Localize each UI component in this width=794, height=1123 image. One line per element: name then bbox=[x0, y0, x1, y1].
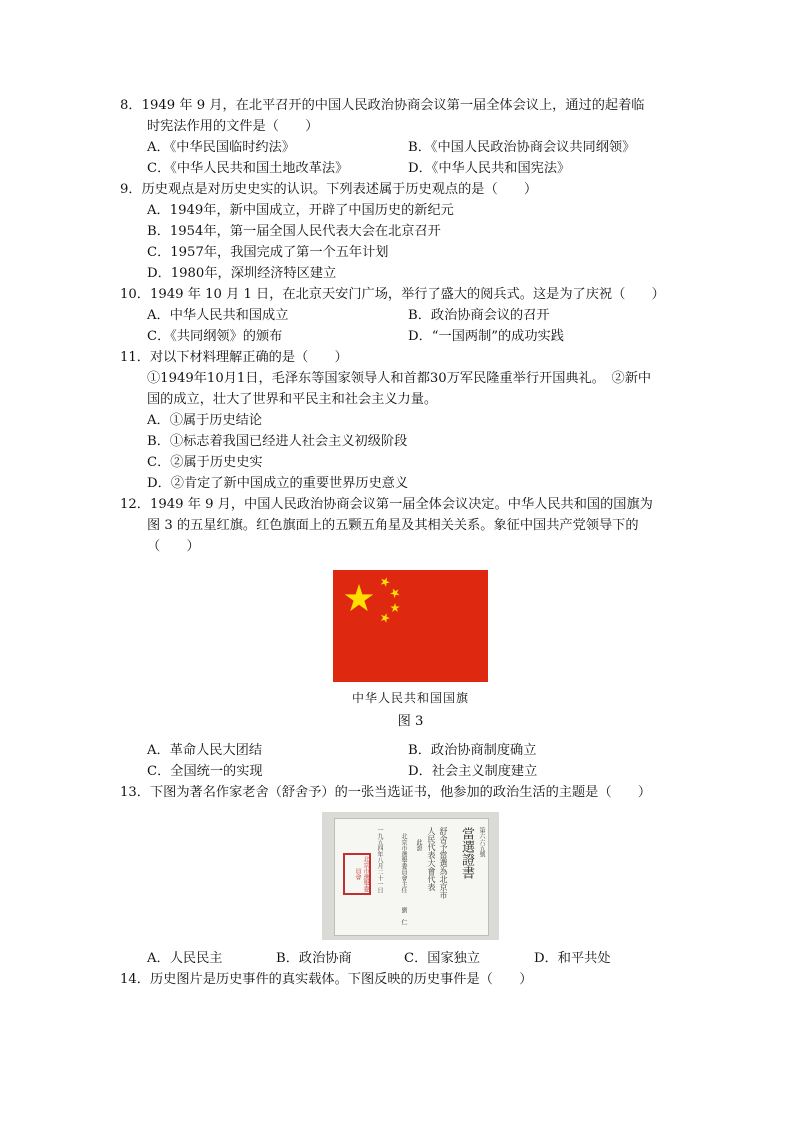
q11-material-line2: 国的成立，壮大了世界和平民主和社会主义力量。 bbox=[147, 392, 438, 407]
q12-stem-line2: 图 3 的五星红旗。红色旗面上的五颗五角星及其相关关系。象征中国共产党领导下的 bbox=[147, 518, 639, 533]
q11-stem: 11．对以下材料理解正确的是（ ） bbox=[120, 350, 348, 365]
flag-small-star-1 bbox=[381, 577, 390, 586]
certificate-issuer: 北京市選舉委員會主任 bbox=[400, 833, 407, 893]
q8-option-d: D．《中华人民共和国宪法》 bbox=[408, 161, 571, 176]
figure-3-label: 图 3 bbox=[397, 714, 424, 729]
q12-option-d: D．社会主义制度建立 bbox=[408, 764, 538, 779]
q13-option-a: A．人民民主 bbox=[147, 951, 223, 966]
flag-stars bbox=[333, 570, 488, 682]
q9-option-a: A．1949年，新中国成立，开辟了中国历史的新纪元 bbox=[147, 203, 454, 218]
q10-option-a: A．中华人民共和国成立 bbox=[147, 308, 289, 323]
flag-small-star-4 bbox=[381, 613, 390, 623]
certificate-title: 當選證書 bbox=[459, 827, 474, 879]
q12-stem-line1: 12．1949 年 9 月，中国人民政治协商会议第一届全体会议决定。中华人民共和国的国旗为 bbox=[120, 497, 653, 512]
election-certificate bbox=[334, 818, 489, 936]
q8-option-a: A．《中华民国临时约法》 bbox=[147, 140, 295, 155]
q12-option-a: A．革命人民大团结 bbox=[147, 743, 263, 758]
prc-flag-image bbox=[333, 570, 488, 682]
q11-option-b: B．①标志着我国已经进人社会主义初级阶段 bbox=[147, 434, 408, 449]
q9-stem: 9．历史观点是对历史史实的认识。下列表述属于历史观点的是（ ） bbox=[120, 182, 538, 197]
q8-stem-line1: 8．1949 年 9 月，在北平召开的中国人民政治协商会议第一届全体会议上，通过的起着临 bbox=[120, 98, 645, 113]
q10-stem: 10．1949 年 10 月 1 日，在北京天安门广场，举行了盛大的阅兵式。这是为了庆祝（ ） bbox=[120, 287, 665, 302]
certificate-seal: 北京市選舉委員會 bbox=[343, 853, 371, 895]
q9-option-b: B．1954年，第一届全国人民代表大会在北京召开 bbox=[147, 224, 441, 239]
certificate-body-line1: 舒舍予當選為北京市 bbox=[439, 827, 448, 899]
q11-option-d: D．②肯定了新中国成立的重要世界历史意义 bbox=[147, 476, 409, 491]
q10-option-c: C．《共同纲领》的颁布 bbox=[147, 329, 283, 344]
certificate-number: 第六六五號 bbox=[478, 827, 485, 857]
q9-option-d: D．1980年，深圳经济特区建立 bbox=[147, 266, 337, 281]
certificate-date: 一九五四年八月二十一日 bbox=[376, 827, 383, 893]
q11-material-line1: ①1949年10月1日，毛泽东等国家领导人和首都30万军民隆重举行开国典礼。 ②新中 bbox=[147, 371, 652, 386]
q14-stem: 14．历史图片是历史事件的真实载体。下图反映的历史事件是（ ） bbox=[120, 972, 533, 987]
q11-option-a: A．①属于历史结论 bbox=[147, 413, 263, 428]
q12-option-c: C．全国统一的实现 bbox=[147, 764, 263, 779]
q13-stem: 13．下图为著名作家老舍（舒舍予）的一张当选证书，他参加的政治生活的主题是（ ） bbox=[120, 785, 652, 800]
q11-option-c: C．②属于历史史实 bbox=[147, 455, 263, 470]
flag-small-star-2 bbox=[390, 589, 399, 598]
flag-small-star-3 bbox=[390, 603, 400, 612]
q10-option-d: D．“一国两制”的成功实践 bbox=[408, 329, 564, 344]
q10-option-b: B．政治协商会议的召开 bbox=[408, 308, 550, 323]
q13-option-b: B．政治协商 bbox=[276, 951, 352, 966]
certificate-body-line2: 人民代表大會代表 bbox=[427, 827, 436, 891]
certificate-signer: 劉 仁 bbox=[400, 907, 407, 925]
q8-stem-line2: 时宪法作用的文件是（ ） bbox=[147, 119, 319, 134]
q12-option-b: B．政治协商制度确立 bbox=[408, 743, 537, 758]
q12-answer-bracket: （ ） bbox=[147, 539, 200, 554]
q13-option-d: D．和平共处 bbox=[534, 951, 611, 966]
election-certificate-photo bbox=[322, 812, 499, 940]
q8-option-c: C．《中华人民共和国土地改革法》 bbox=[147, 161, 349, 176]
flag-caption: 中华人民共和国国旗 bbox=[351, 691, 469, 705]
q8-option-b: B．《中国人民政治协商会议共同纲领》 bbox=[408, 140, 636, 155]
flag-large-star bbox=[345, 584, 374, 611]
certificate-body-line3: 此證 bbox=[415, 839, 422, 851]
q9-option-c: C．1957年，我国完成了第一个五年计划 bbox=[147, 245, 389, 260]
q13-option-c: C．国家独立 bbox=[404, 951, 481, 966]
